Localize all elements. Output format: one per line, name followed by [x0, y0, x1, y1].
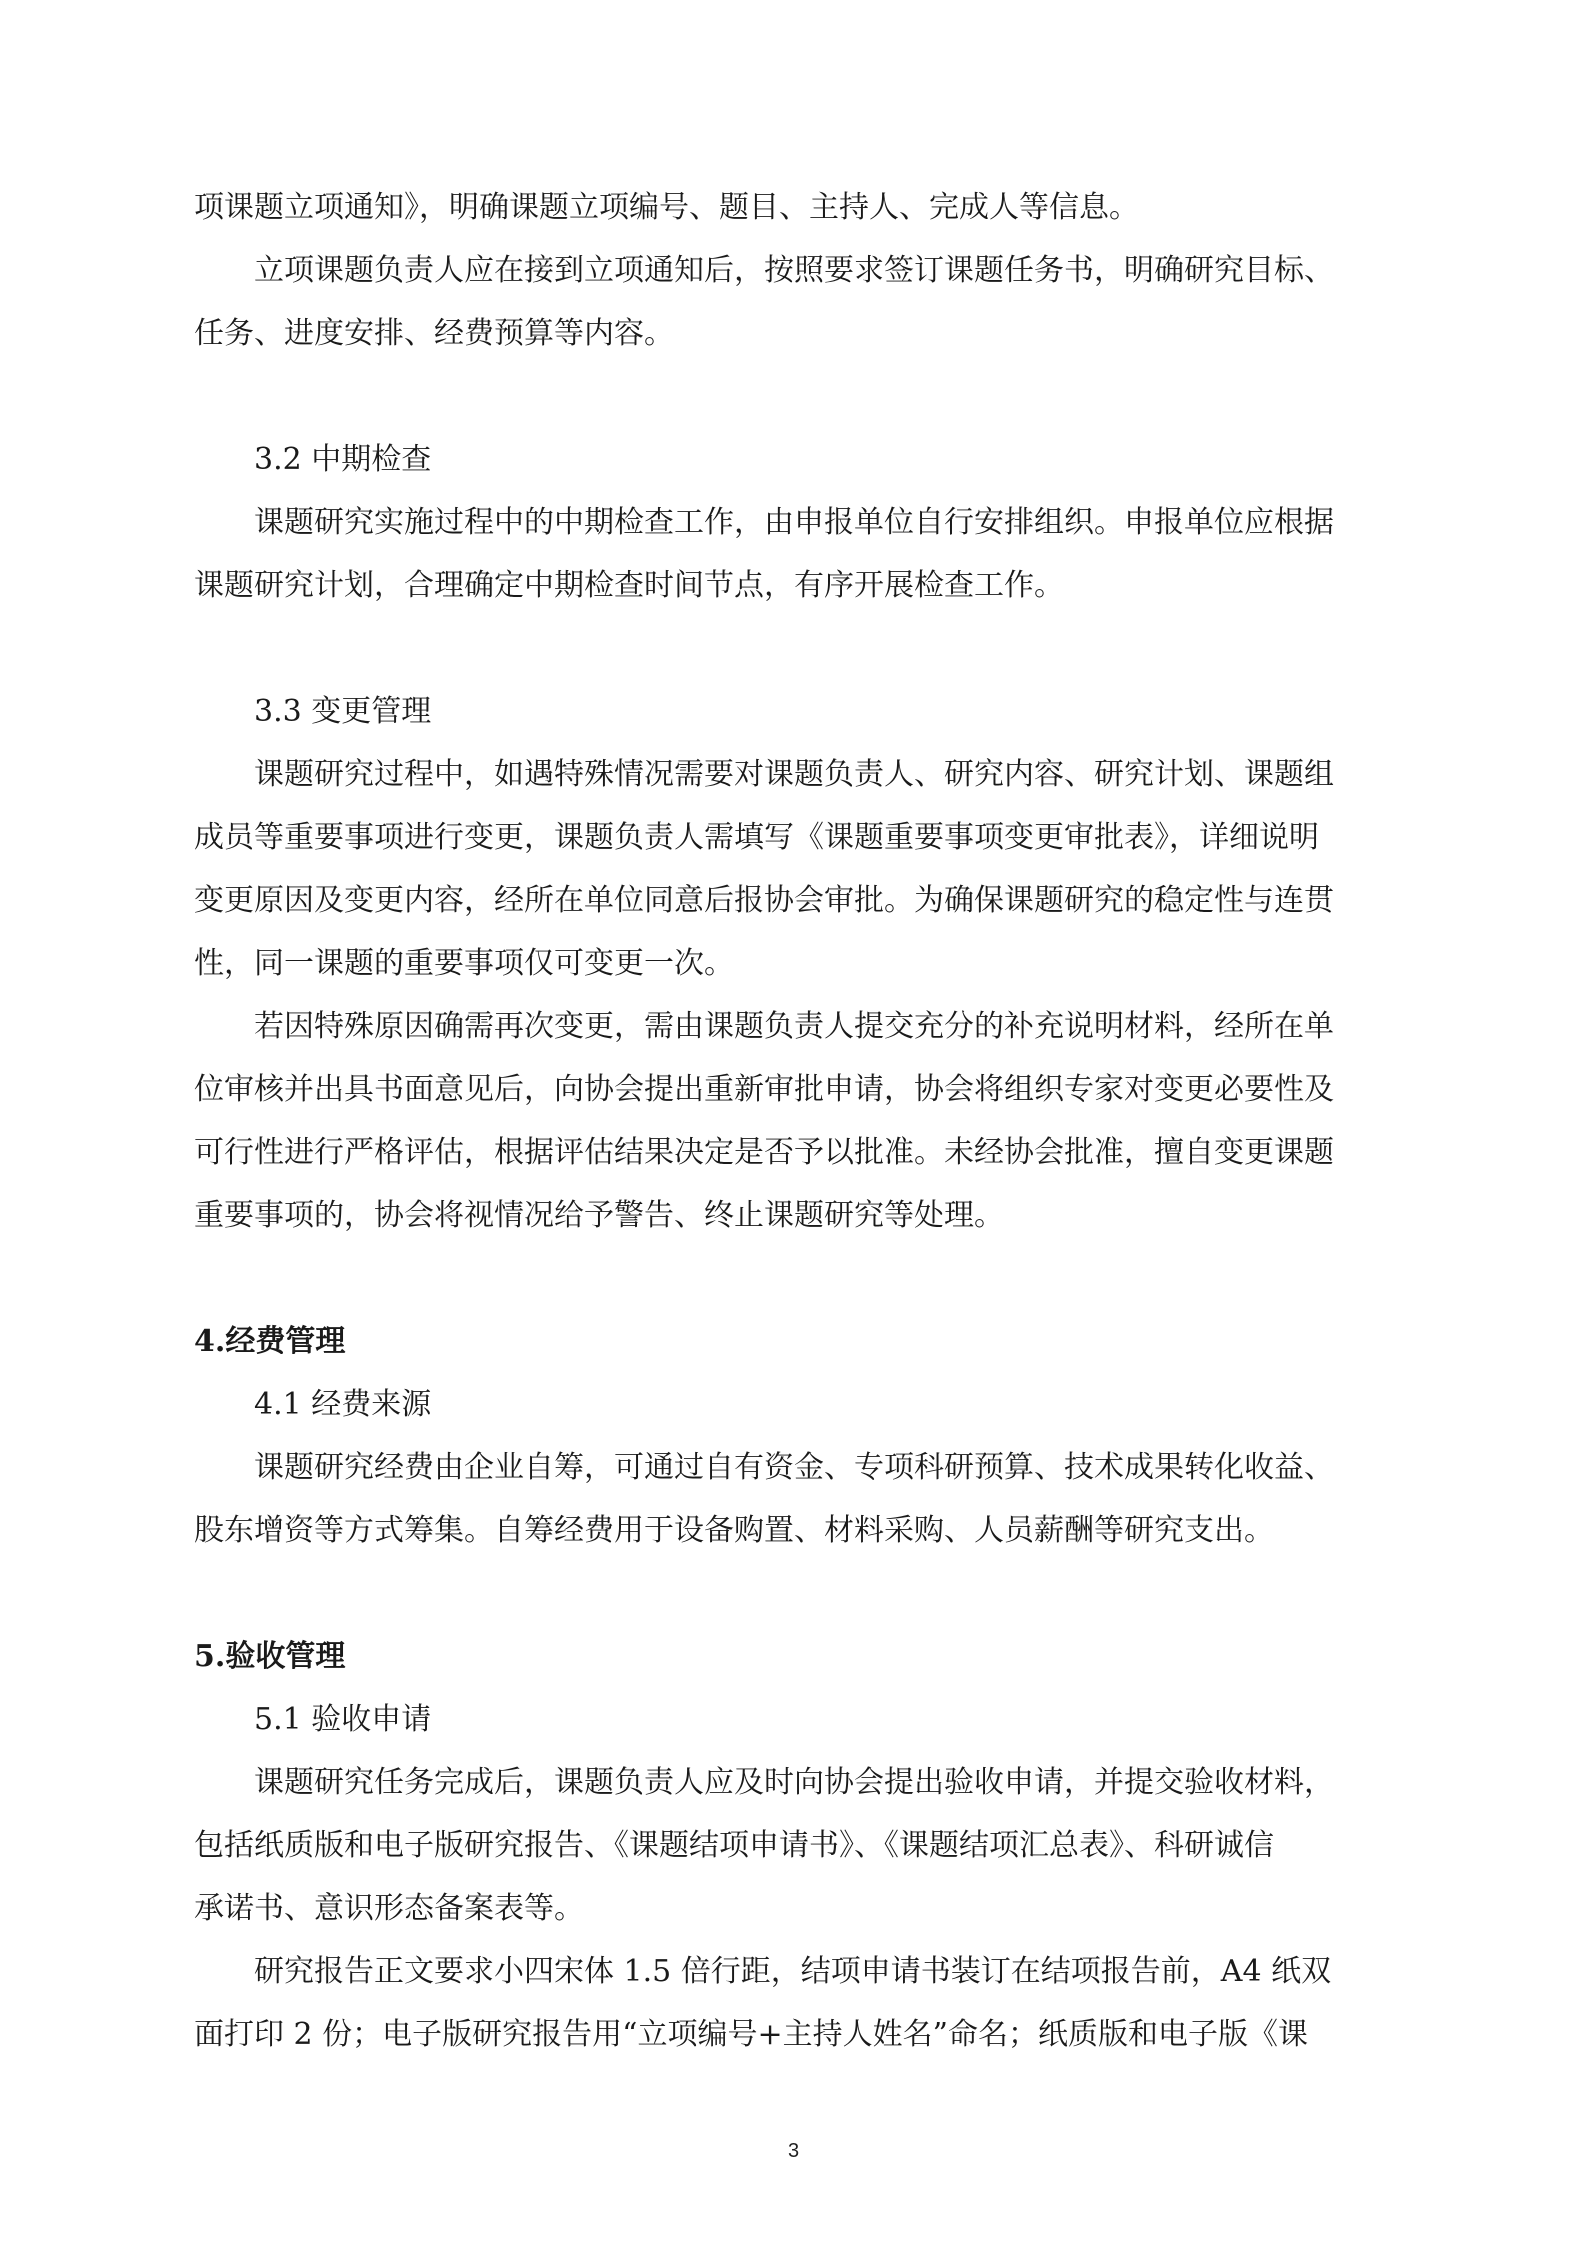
page-number: 3 [787, 2140, 800, 2162]
section-gap [194, 365, 1404, 428]
section-gap [194, 617, 1404, 680]
section-gap [194, 1247, 1404, 1310]
document-body [194, 176, 1404, 2066]
body-line: 可行性进行严格评估，根据评估结果决定是否予以批准。未经协会批准，擅自变更课题 [194, 1135, 1334, 1170]
subheading-5-1: 5.1 验收申请 [254, 1702, 432, 1737]
section-gap [194, 1562, 1404, 1625]
body-line: 重要事项的，协会将视情况给予警告、终止课题研究等处理。 [194, 1198, 1004, 1233]
body-line: 性，同一课题的重要事项仅可变更一次。 [194, 946, 734, 981]
heading-4: 4.经费管理 [194, 1324, 346, 1359]
subheading-3-3: 3.3 变更管理 [254, 694, 432, 729]
body-line: 项课题立项通知》，明确课题立项编号、题目、主持人、完成人等信息。 [194, 190, 1139, 225]
body-line: 若因特殊原因确需再次变更，需由课题负责人提交充分的补充说明材料，经所在单 [254, 1009, 1334, 1044]
body-line: 成员等重要事项进行变更，课题负责人需填写《课题重要事项变更审批表》，详细说明 [194, 820, 1319, 855]
body-line: 承诺书、意识形态备案表等。 [194, 1891, 584, 1926]
body-line: 面打印 2 份；电子版研究报告用“立项编号+主持人姓名”命名；纸质版和电子版《课 [194, 2017, 1308, 2052]
body-line: 包括纸质版和电子版研究报告、《课题结项申请书》、《课题结项汇总表》、科研诚信 [194, 1828, 1274, 1863]
body-line: 研究报告正文要求小四宋体 1.5 倍行距，结项申请书装订在结项报告前，A4 纸双 [254, 1954, 1332, 1989]
body-line: 课题研究过程中，如遇特殊情况需要对课题负责人、研究内容、研究计划、课题组 [254, 757, 1334, 792]
body-line: 变更原因及变更内容，经所在单位同意后报协会审批。为确保课题研究的稳定性与连贯 [194, 883, 1334, 918]
body-line: 股东增资等方式筹集。自筹经费用于设备购置、材料采购、人员薪酬等研究支出。 [194, 1513, 1274, 1548]
subheading-3-2: 3.2 中期检查 [254, 442, 432, 477]
body-line: 立项课题负责人应在接到立项通知后，按照要求签订课题任务书，明确研究目标、 [254, 253, 1334, 288]
body-line: 课题研究任务完成后，课题负责人应及时向协会提出验收申请，并提交验收材料， [254, 1765, 1334, 1800]
body-line: 课题研究计划，合理确定中期检查时间节点，有序开展检查工作。 [194, 568, 1064, 603]
body-line: 位审核并出具书面意见后，向协会提出重新审批申请，协会将组织专家对变更必要性及 [194, 1072, 1334, 1107]
body-line: 课题研究实施过程中的中期检查工作，由申报单位自行安排组织。申报单位应根据 [254, 505, 1334, 540]
subheading-4-1: 4.1 经费来源 [254, 1387, 432, 1422]
heading-5: 5.验收管理 [194, 1639, 346, 1674]
body-line: 任务、进度安排、经费预算等内容。 [194, 316, 674, 351]
body-line: 课题研究经费由企业自筹，可通过自有资金、专项科研预算、技术成果转化收益、 [254, 1450, 1334, 1485]
